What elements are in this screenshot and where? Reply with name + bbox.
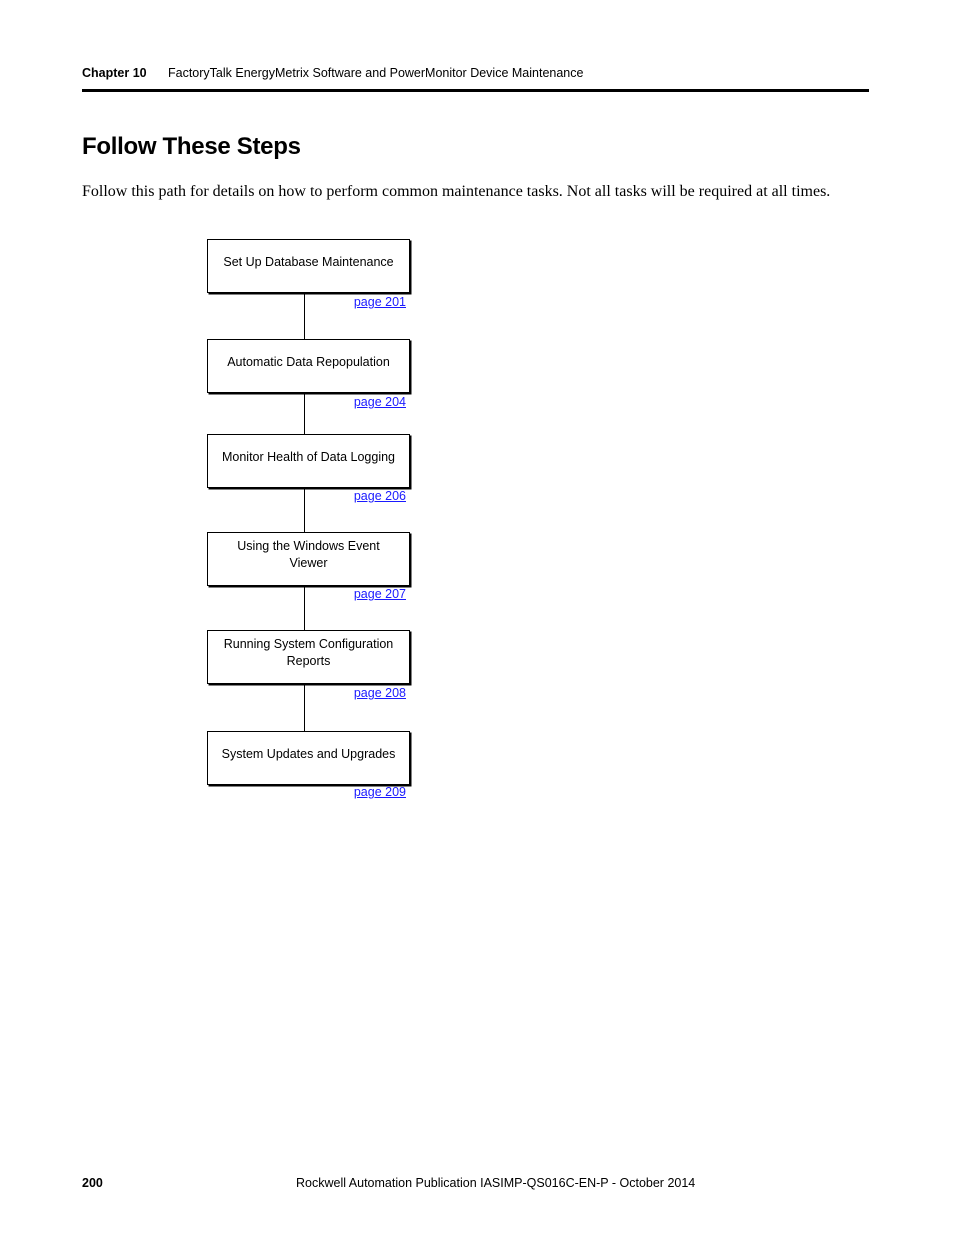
link-page-209[interactable]: page 209 <box>353 785 406 799</box>
chapter-label: Chapter 10 <box>82 66 147 80</box>
connector-line <box>304 489 305 532</box>
link-page-207[interactable]: page 207 <box>353 587 406 601</box>
section-title: Follow These Steps <box>82 133 301 160</box>
connector-line <box>304 394 305 434</box>
connector-line <box>304 587 305 630</box>
intro-paragraph: Follow this path for details on how to perform common maintenance tasks. Not all tasks will be required at all times. <box>82 183 831 200</box>
connector-line <box>304 685 305 731</box>
page-number: 200 <box>82 1176 103 1190</box>
step-box-event-viewer: Using the Windows Event Viewer <box>207 532 410 586</box>
step-box-data-repopulation: Automatic Data Repopulation <box>207 339 410 393</box>
step-box-configuration-reports: Running System Configuration Reports <box>207 630 410 684</box>
publication-footer: Rockwell Automation Publication IASIMP-QS016C-EN-P - October 2014 <box>296 1176 696 1190</box>
link-page-208[interactable]: page 208 <box>353 686 406 700</box>
step-box-monitor-health: Monitor Health of Data Logging <box>207 434 410 488</box>
link-page-206[interactable]: page 206 <box>353 489 406 503</box>
chapter-title: FactoryTalk EnergyMetrix Software and PowerMonitor Device Maintenance <box>168 66 584 80</box>
step-box-updates-upgrades: System Updates and Upgrades <box>207 731 410 785</box>
link-page-201[interactable]: page 201 <box>353 295 406 309</box>
connector-line <box>304 294 305 339</box>
link-page-204[interactable]: page 204 <box>353 395 406 409</box>
step-box-database-maintenance: Set Up Database Maintenance <box>207 239 410 293</box>
